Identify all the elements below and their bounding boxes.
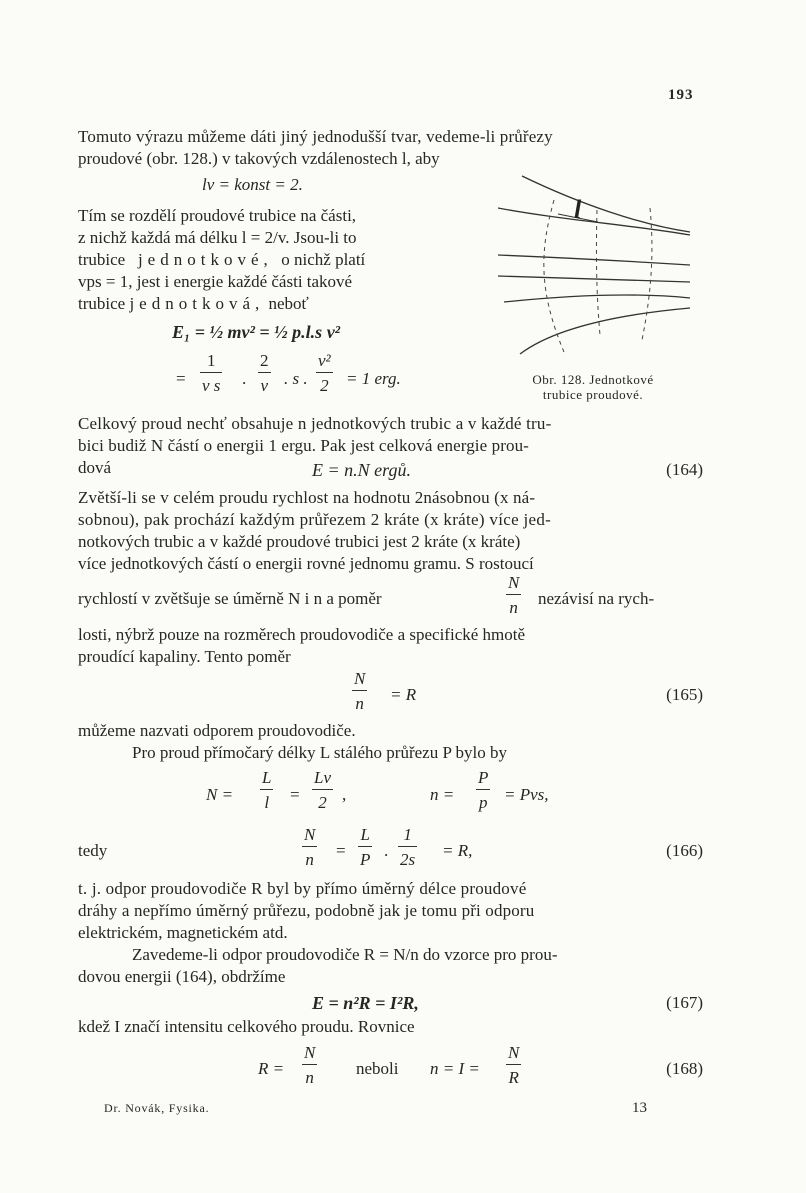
fraction-denominator: n: [302, 1064, 317, 1086]
fraction-numerator: v²: [318, 351, 331, 370]
fraction-denominator: v s: [200, 372, 222, 394]
fraction-N-n: [506, 574, 521, 616]
fraction-numerator: N: [354, 669, 366, 688]
text-line: sobnou), pak prochází každým průřezem 2 kráte (x kráte) více jed-: [78, 510, 552, 529]
formula-dot: .: [384, 841, 389, 860]
formula-dot: .: [242, 369, 247, 388]
text-line: Tím se rozdělí proudové trubice na části,: [78, 206, 357, 225]
text-word: neboť: [268, 294, 309, 313]
text-line: [78, 251, 365, 268]
figure-label-l: l: [574, 195, 582, 224]
equation-number: (165): [666, 685, 703, 704]
formula-R-lhs: R =: [258, 1059, 285, 1078]
fraction-numerator: 1: [403, 825, 412, 844]
fraction-numerator: N: [508, 573, 520, 592]
formula-word: neboli: [356, 1059, 399, 1078]
fraction-numerator: 1: [206, 351, 216, 370]
text-line: Celkový proud nechť obsahuje n jednotkových trubic a v každé tru-: [78, 414, 552, 433]
formula-eq-sign: =: [336, 841, 346, 860]
fraction-2-v: [258, 352, 271, 394]
text-word: trubice: [78, 250, 126, 269]
fraction-1-2s: [398, 826, 417, 868]
fraction-numerator: L: [360, 825, 370, 844]
streamline: [498, 276, 690, 282]
flow-tubes-figure: [492, 170, 692, 355]
fraction-L-P: [358, 826, 372, 868]
text-line: t. j. odpor proudovodiče R byl by přímo úměrný délce proudové: [78, 879, 527, 898]
fraction-numerator: P: [478, 768, 489, 787]
formula-N-lhs: N =: [206, 785, 234, 804]
caption-line: trubice proudové.: [542, 387, 644, 402]
fraction-denominator: R: [506, 1064, 521, 1086]
fraction-Lv-2: [312, 769, 333, 811]
footer-author: Dr. Novák, Fysika.: [104, 1101, 210, 1115]
fraction-denominator: 2s: [398, 846, 417, 868]
fraction-N-n: [352, 670, 367, 712]
fraction-N-R: [506, 1044, 521, 1086]
fraction-denominator: p: [476, 789, 490, 811]
text-word: trubice: [78, 294, 126, 313]
formula-comma: ,: [342, 785, 347, 804]
text-word: o nichž platí: [281, 250, 366, 269]
fraction-numerator: N: [304, 825, 316, 844]
fraction-numerator: N: [508, 1043, 520, 1062]
fraction-numerator: Lv: [314, 768, 331, 787]
text-line: dráhy a nepřímo úměrný průřezu, podobně jak je tomu při odporu: [78, 901, 535, 920]
fraction-N-n: [302, 826, 317, 868]
fraction-numerator: L: [262, 768, 272, 787]
page-number: 193: [668, 87, 694, 103]
formula-n-lhs: n =: [430, 785, 455, 804]
text-line: Pro proud přímočarý délky L stálého průřezu P bylo by: [132, 743, 508, 762]
fraction-denominator: n: [506, 594, 521, 616]
text-line: notkových trubic a v každé proudové trubici jest 2 kráte (x kráte): [78, 532, 521, 551]
caption-line: Obr. 128. Jednotkové: [532, 372, 654, 387]
text-word: tedy: [78, 841, 108, 860]
text-line: losti, nýbrž pouze na rozměrech proudovodiče a specifické hmotě: [78, 625, 526, 644]
fraction-N-n: [302, 1044, 317, 1086]
equation-number: (168): [666, 1059, 703, 1078]
text-line: dovou energii (164), obdržíme: [78, 967, 286, 986]
formula-mid: . s .: [284, 369, 308, 388]
streamline: [504, 295, 690, 302]
text-line: Zvětší-li se v celém proudu rychlost na hodnotu 2násobnou (x ná-: [78, 488, 536, 507]
cross-section: [596, 210, 600, 335]
text-line: proudové (obr. 128.) v takových vzdálenostech l, aby: [78, 149, 440, 168]
formula-eq-sign: =: [176, 369, 186, 388]
fraction-1-vs: [200, 352, 222, 394]
formula-energy-resistance: E = n²R = I²R,: [312, 993, 419, 1013]
streamline: [520, 308, 690, 354]
text-line: kdež I značí intensitu celkového proudu. Rovnice: [78, 1017, 415, 1036]
formula-lv-konst: lv = konst = 2.: [202, 175, 303, 194]
spaced-word: jednotkové,: [137, 250, 273, 269]
cross-section: [544, 200, 564, 352]
text-line: elektrickém, magnetickém atd.: [78, 923, 288, 942]
formula-tail: = 1 erg.: [346, 369, 401, 388]
equation-number: (166): [666, 841, 703, 860]
formula-tail: = R,: [442, 841, 473, 860]
footer-sheet-number: 13: [632, 1100, 647, 1116]
formula-eq-sign: =: [290, 785, 300, 804]
text-line: můžeme nazvati odporem proudovodiče.: [78, 721, 356, 740]
text-line: vps = 1, jest i energie každé části takové: [78, 272, 353, 291]
text-line: [78, 295, 309, 312]
formula-tail: = Pvs,: [504, 785, 549, 804]
fraction-denominator: l: [260, 789, 273, 811]
fraction-P-p: [476, 769, 490, 811]
fraction-denominator: n: [352, 690, 367, 712]
text-line: Tomuto výrazu můžeme dáti jiný jednodušší tvar, vedeme-li průřezy: [78, 127, 553, 146]
formula-rhs: = R: [390, 685, 417, 704]
text-line: nezávisí na rych-: [538, 589, 655, 608]
text-line: dová: [78, 458, 112, 477]
equation-number: (167): [666, 993, 703, 1012]
fraction-denominator: P: [358, 846, 372, 868]
formula-total-energy: E = n.N ergů.: [312, 460, 411, 480]
formula-energy-line1: E₁ = ½ mv² = ½ p.l.s v²: [172, 322, 341, 342]
equation-number: (164): [666, 460, 703, 479]
fraction-v2-2: [316, 352, 333, 394]
text-line: více jednotkových částí o energii rovné jednomu gramu. S rostoucí: [78, 554, 534, 573]
fraction-denominator: 2: [312, 789, 333, 811]
fraction-denominator: v: [258, 372, 271, 394]
figure-caption: [498, 372, 688, 402]
text-line: proudící kapaliny. Tento poměr: [78, 647, 291, 666]
fraction-denominator: 2: [316, 372, 333, 394]
fraction-numerator: N: [304, 1043, 316, 1062]
fraction-L-l: [260, 769, 273, 811]
text-line: bici budiž N částí o energii 1 ergu. Pak jest celková energie prou-: [78, 436, 529, 455]
fraction-denominator: n: [302, 846, 317, 868]
text-line: z nichž každá má délku l = 2/v. Jsou-li to: [78, 228, 357, 247]
formula-n-lhs: n = I =: [430, 1059, 480, 1078]
fraction-numerator: 2: [260, 351, 269, 370]
text-line: Zavedeme-li odpor proudovodiče R = N/n do vzorce pro prou-: [132, 945, 558, 964]
spaced-word: jednotková,: [129, 294, 265, 313]
text-line: rychlostí v zvětšuje se úměrně N i n a poměr: [78, 589, 382, 608]
streamline: [498, 255, 690, 265]
